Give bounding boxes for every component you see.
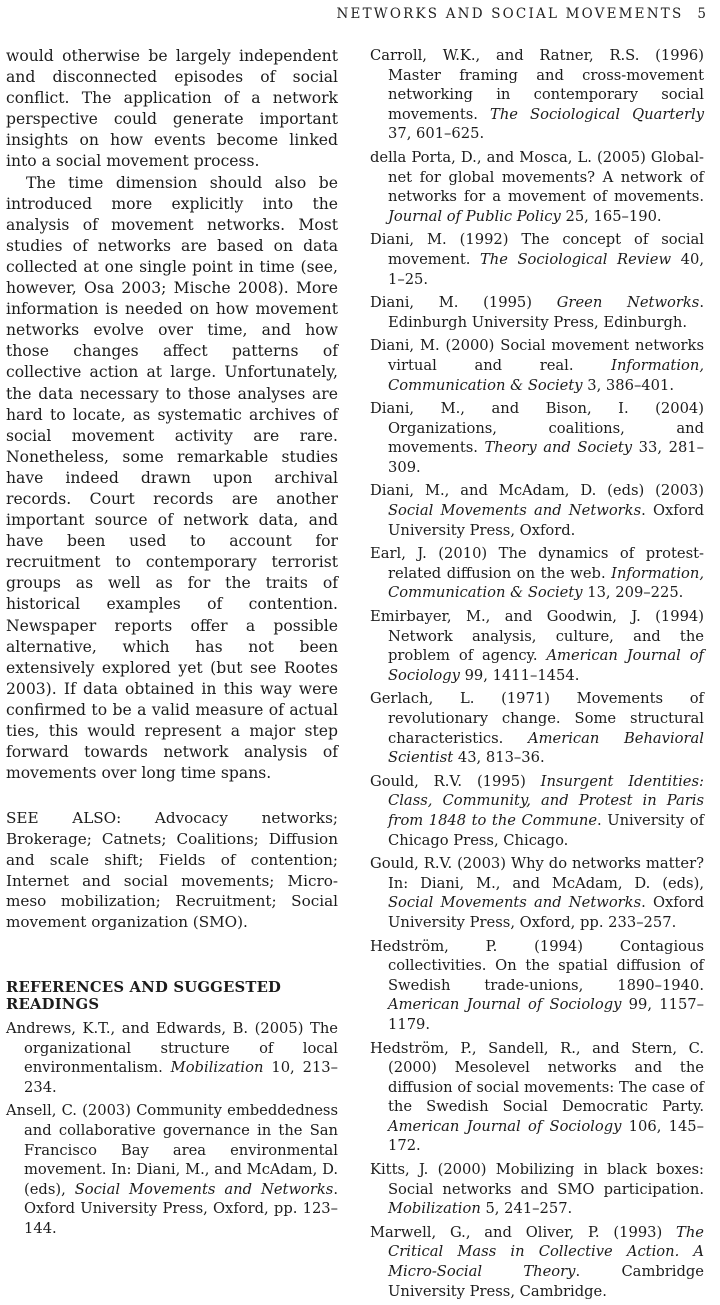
reference-text: Emirbayer, M., and Goodwin, J. (1994) Network analysis, culture, and the problem of agency. [370,608,704,665]
reference-text: Carroll, W.K., and Ratner, R.S. (1996) Master framing and cross-movement networking in contemporary social movements. [370,47,704,123]
reference-title: Journal of Public Policy [388,207,561,225]
reference-details: . Edinburgh University Press, Edinburgh. [388,294,704,331]
reference-title: Theory and Society [484,439,633,457]
reference-details: 33, 281–309. [388,439,704,476]
reference-text: Diani, M., and Bison, I. (2004) Organizations, coalitions, and movements. [370,400,704,457]
reference-details: 99, 1411–1454. [459,666,580,684]
reference-title: American Behavioral Scientist [388,729,704,767]
reference-text: della Porta, D., and Mosca, L. (2005) Global-net for global movements? A network of networks for a movement of movements. [370,148,704,206]
reference-text: Gerlach, L. (1971) Movements of revolutionary change. Some structural characteristics. [370,690,704,747]
reference-details: . Oxford University Press, Oxford. [388,502,704,539]
see-also: SEE ALSO: Advocacy networks; Brokerage; Catnets; Coalitions; Diffusion and scale shift; Fields of contention; Internet and social movements; Micro-meso mobilization; Recruitment; Social movement organization (SMO). [6,809,338,932]
reference-details: 37, 601–625. [388,125,485,143]
reference-title: American Journal of Sociology [388,996,622,1014]
reference-title: Social Movements and Networks [388,894,642,912]
reference-entry [370,854,704,932]
page-number: 5 [697,6,706,22]
reference-entry [370,148,704,226]
reference-details: 99, 1157–1179. [388,996,704,1033]
reference-details: 40, 1–25. [388,250,705,288]
paragraph-time-dimension: The time dimension should also be introduced more explicitly into the analysis of movement networks. Most studies of networks are based on data collected at one single point in time (see, however, Osa 2003; Mische 2008). More information is needed on how movement networks evolve over time, and how those changes affect patterns of collective action at large. Unfortunately, the data necessary to those analyses are hard to locate, as systematic archives of social movement activity are rare. Nonetheless, some remarkable studies have indeed drawn upon archival records. Court records are another important source of network data, and have been used to account for recruitment to contemporary terrorist groups as well as for the traits of historical examples of contention. Newspaper reports offer a possible alternative, which has not been extensively explored yet (but see Rootes 2003). If data obtained in this way were confirmed to be a valid measure of actual ties, this would represent a major step forward towards network analysis of movements over long time spans. [6,173,338,783]
reference-details: . Oxford University Press, Oxford, pp. 233–257. [388,894,704,931]
reference-text: Hedström, P., Sandell, R., and Stern, C. (2000) Mesolevel networks and the diffusion of social movements: The case of the Swedish Social Democratic Party. [370,1039,704,1116]
reference-details: . University of Chicago Press, Chicago. [388,811,704,849]
reference-details: 5, 241–257. [480,1200,573,1218]
reference-details: 13, 209–225. [582,584,684,602]
reference-entry [370,293,704,332]
reference-details: 43, 813–36. [453,749,545,767]
reference-entry [370,937,704,1035]
reference-entry [370,689,704,767]
reference-title: Mobilization [170,1059,264,1077]
reference-entry [370,1223,704,1301]
reference-title: The Sociological Quarterly [490,105,704,123]
reference-entry [370,607,704,685]
reference-title: Social Movements and Networks [74,1180,334,1198]
running-title: NETWORKS AND SOCIAL MOVEMENTS [336,6,684,22]
reference-entry [370,481,704,540]
reference-text: Diani, M. (1995) [370,294,557,312]
running-header [337,6,706,22]
reference-title: Insurgent Identities: Class, Community, and Protest in Paris from 1848 to the Commune [388,772,704,829]
reference-text: Gould, R.V. (2003) Why do networks matter? In: Diani, M., and McAdam, D. (eds), [370,855,704,892]
reference-entry [370,1160,704,1219]
reference-details: 3, 386–401. [582,376,675,394]
reference-entry [370,46,704,144]
reference-text: Marwell, G., and Oliver, P. (1993) [370,1223,677,1241]
reference-title: Information, Communication & Society [388,564,704,602]
reference-entry [370,336,704,395]
reference-text: Hedström, P. (1994) Contagious collectivities. On the spatial diffusion of Swedish trade-unions, 1890–1940. [370,937,704,994]
reference-entry [370,230,704,289]
reference-details: 106, 145–172. [388,1117,704,1155]
reference-text: Gould, R.V. (1995) [370,772,541,790]
reference-entry [370,399,704,477]
reference-entry [370,772,704,850]
reference-title: Social Movements and Networks [388,502,642,520]
paragraph-continued: would otherwise be largely independent and disconnected episodes of social conflict. The application of a network perspective could generate important insights on how events become linked into a social movement process. [6,47,338,171]
reference-entry [6,1019,338,1097]
reference-text: Andrews, K.T., and Edwards, B. (2005) The organizational structure of local environmentalism. [6,1020,338,1077]
reference-text: Diani, M. (2000) Social movement networks virtual and real. [370,337,704,374]
reference-entry [370,544,704,603]
reference-entry [370,1039,704,1157]
reference-text: Diani, M., and McAdam, D. (eds) (2003) [370,482,704,500]
left-column [6,46,338,1243]
reference-title: The Critical Mass in Collective Action. A Micro-Social Theory [388,1223,704,1281]
reference-details: . Oxford University Press, Oxford, pp. 123–144. [24,1180,338,1237]
reference-text: Diani, M. (1992) The concept of social movement. [370,231,704,268]
reference-details: 10, 213–234. [24,1059,339,1096]
reference-details: 25, 165–190. [560,207,662,225]
reference-title: Information, Communication & Society [388,356,704,394]
reference-title: Green Networks [556,294,700,312]
reference-text: Ansell, C. (2003) Community embeddedness and collaborative governance in the San Francisco Bay area environmental movement. In: Diani, M., and McAdam, D. (eds), [6,1102,338,1198]
reference-title: American Journal of Sociology [388,647,704,684]
reference-title: The Sociological Review [479,250,672,268]
references-heading: REFERENCES AND SUGGESTED READINGS [6,979,282,1014]
references-list-left [6,1019,338,1239]
reference-text: Earl, J. (2010) The dynamics of protest-related diffusion on the web. [370,545,704,582]
reference-title: Mobilization [388,1200,481,1218]
reference-title: American Journal of Sociology [388,1117,622,1135]
references-list-right [370,46,704,1305]
reference-entry [6,1101,338,1238]
reference-details: . Cambridge University Press, Cambridge. [388,1263,704,1300]
reference-text: Kitts, J. (2000) Mobilizing in black boxes: Social networks and SMO participation. [370,1161,704,1198]
